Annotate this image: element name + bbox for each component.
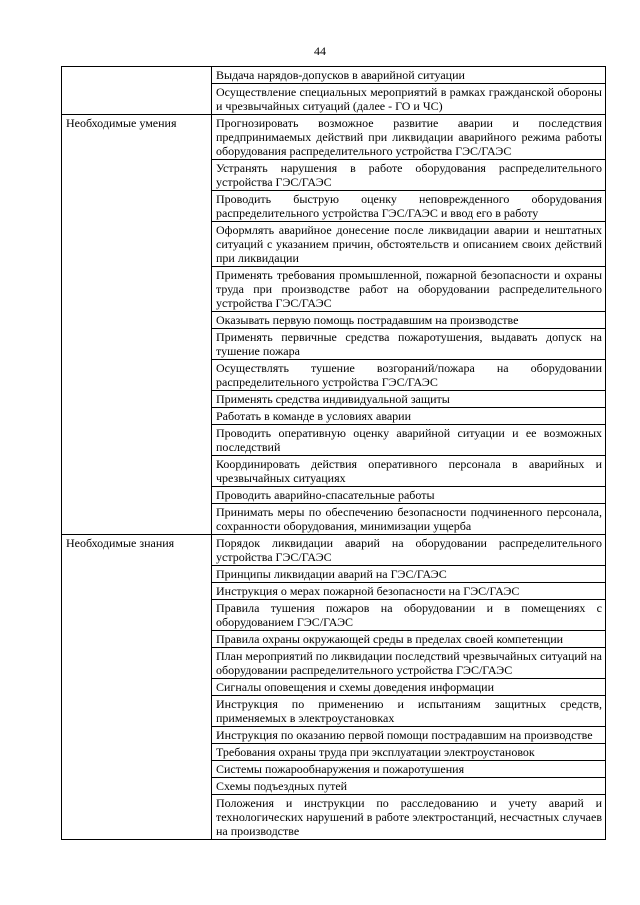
row-label: Необходимые умения [62, 115, 212, 535]
list-item: Выдача нарядов-допусков в аварийной ситуации [216, 68, 465, 82]
list-item: Положения и инструкции по расследованию и учету аварий и технологических нарушений в работе электростанций, несчастных случаев на производстве [212, 794, 605, 839]
list-item: Устранять нарушения в работе оборудования распределительного устройства ГЭС/ГАЭС [212, 159, 605, 190]
list-item: Схемы подъездных путей [212, 777, 605, 794]
list-item: Сигналы оповещения и схемы доведения информации [212, 678, 605, 695]
list-item: Порядок ликвидации аварий на оборудовании распределительного устройства ГЭС/ГАЭС [216, 536, 602, 564]
list-item: Осуществлять тушение возгораний/пожара на оборудовании распределительного устройства ГЭС/ГАЭС [212, 359, 605, 390]
competency-table [61, 66, 606, 840]
list-item: Правила тушения пожаров на оборудовании и в помещениях с оборудованием ГЭС/ГАЭС [212, 599, 605, 630]
row-items-cell [212, 115, 606, 535]
table-row [62, 67, 606, 115]
page-number: 44 [314, 44, 326, 58]
list-item: Координировать действия оперативного персонала в аварийных и чрезвычайных ситуациях [212, 455, 605, 486]
list-item: Оформлять аварийное донесение после ликвидации аварии и нештатных ситуаций с указанием причин, обстоятельств и описанием своих действий при ликвидации [212, 221, 605, 266]
list-item: Применять первичные средства пожаротушения, выдавать допуск на тушение пожара [212, 328, 605, 359]
list-item: Инструкция по применению и испытаниям защитных средств, применяемых в электроустановках [212, 695, 605, 726]
list-item: Оказывать первую помощь пострадавшим на производстве [212, 311, 605, 328]
list-item: Проводить оперативную оценку аварийной ситуации и ее возможных последствий [212, 424, 605, 455]
list-item: Принципы ликвидации аварий на ГЭС/ГАЭС [212, 565, 605, 582]
list-item: Инструкция о мерах пожарной безопасности на ГЭС/ГАЭС [212, 582, 605, 599]
list-item: Применять требования промышленной, пожарной безопасности и охраны труда при производстве работ на оборудовании распределительного устройства ГЭС/ГАЭС [212, 266, 605, 311]
list-item: Принимать меры по обеспечению безопасности подчиненного персонала, сохранности оборудования, минимизации ущерба [212, 503, 605, 534]
list-item: Правила охраны окружающей среды в пределах своей компетенции [212, 630, 605, 647]
list-item: План мероприятий по ликвидации последствий чрезвычайных ситуаций на оборудовании распределительного устройства ГЭС/ГАЭС [212, 647, 605, 678]
list-item: Применять средства индивидуальной защиты [212, 390, 605, 407]
table-row [62, 535, 606, 840]
list-item: Проводить аварийно-спасательные работы [212, 486, 605, 503]
list-item: Работать в команде в условиях аварии [212, 407, 605, 424]
list-item: Инструкция по оказанию первой помощи пострадавшим на производстве [212, 726, 605, 743]
list-item: Проводить быструю оценку неповрежденного оборудования распределительного устройства ГЭС/ГАЭС и ввод его в работу [212, 190, 605, 221]
table-row [62, 115, 606, 535]
row-label: Необходимые знания [62, 535, 212, 840]
list-item: Системы пожарообнаружения и пожаротушения [212, 760, 605, 777]
row-items-cell [212, 67, 606, 115]
list-item: Прогнозировать возможное развитие аварии и последствия предпринимаемых действий при ликвидации аварийного режима работы оборудования распределительного устройства ГЭС/ГАЭС [216, 116, 602, 158]
row-label [62, 67, 212, 115]
competency-table-body [62, 67, 606, 840]
list-item: Требования охраны труда при эксплуатации электроустановок [212, 743, 605, 760]
list-item: Осуществление специальных мероприятий в рамках гражданской обороны и чрезвычайных ситуаций (далее - ГО и ЧС) [212, 83, 605, 114]
row-items-cell [212, 535, 606, 840]
